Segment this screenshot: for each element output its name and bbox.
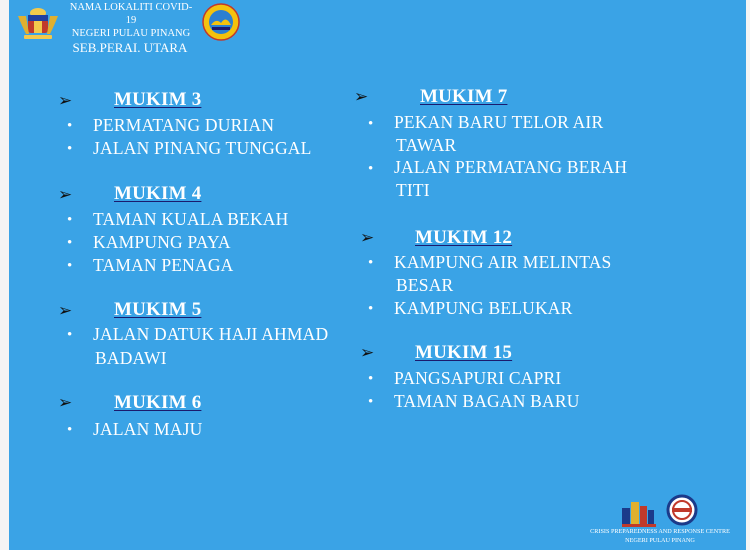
arrow-bullet-icon: ➢: [360, 343, 375, 362]
arrow-bullet-icon: ➢: [58, 91, 73, 110]
arrow-bullet-icon: ➢: [58, 185, 73, 204]
locality-item-continuation: TITI: [396, 180, 430, 200]
bullet-icon: •: [67, 118, 73, 134]
arrow-bullet-icon: ➢: [58, 301, 73, 320]
arrow-bullet-icon: ➢: [58, 393, 73, 412]
mukim-heading: MUKIM 12: [415, 227, 513, 248]
bullet-icon: •: [67, 141, 73, 157]
bullet-icon: •: [67, 258, 73, 274]
locality-item: JALAN MAJU: [93, 419, 203, 439]
locality-item: TAMAN PENAGA: [93, 255, 234, 275]
bullet-icon: •: [368, 301, 374, 317]
crisis-centre-logo-icon: [620, 494, 700, 528]
arrow-bullet-icon: ➢: [354, 87, 369, 106]
malaysia-coat-of-arms-icon: [14, 4, 62, 42]
right-border: [746, 0, 750, 550]
locality-item: PANGSAPURI CAPRI: [394, 368, 562, 388]
bullet-icon: •: [368, 161, 374, 177]
footer-state: NEGERI PULAU PINANG: [625, 537, 695, 544]
locality-item: KAMPUNG BELUKAR: [394, 298, 573, 318]
header-line-1: NAMA LOKALITI COVID-: [69, 2, 193, 13]
mukim-heading: MUKIM 5: [114, 299, 202, 320]
arrow-bullet-icon: ➢: [360, 228, 375, 247]
bullet-icon: •: [368, 394, 374, 410]
left-border: [0, 0, 9, 550]
locality-item: PEKAN BARU TELOR AIR: [394, 112, 604, 132]
locality-item-continuation: TAWAR: [396, 135, 457, 155]
penang-state-seal-icon: [202, 3, 240, 41]
mukim-heading: MUKIM 6: [114, 392, 202, 413]
locality-item: JALAN PINANG TUNGGAL: [93, 138, 312, 158]
locality-item: JALAN DATUK HAJI AHMAD: [93, 324, 329, 344]
bullet-icon: •: [67, 422, 73, 438]
header-line-2: 19: [125, 15, 137, 26]
bullet-icon: •: [368, 116, 374, 132]
mukim-heading: MUKIM 3: [114, 89, 202, 110]
bullet-icon: •: [368, 371, 374, 387]
bullet-icon: •: [368, 255, 374, 271]
locality-item: KAMPUNG PAYA: [93, 232, 231, 252]
footer-organisation: CRISIS PREPAREDNESS AND RESPONSE CENTRE: [590, 528, 730, 535]
bullet-icon: •: [67, 327, 73, 343]
bullet-icon: •: [67, 212, 73, 228]
header-line-3: NEGERI PULAU PINANG: [71, 28, 191, 39]
locality-item: PERMATANG DURIAN: [93, 115, 275, 135]
locality-item-continuation: BESAR: [396, 275, 454, 295]
locality-item: JALAN PERMATANG BERAH: [394, 157, 628, 177]
mukim-heading: MUKIM 15: [415, 342, 513, 363]
locality-item: TAMAN BAGAN BARU: [394, 391, 580, 411]
locality-item: TAMAN KUALA BEKAH: [93, 209, 289, 229]
locality-item-continuation: BADAWI: [95, 348, 167, 368]
mukim-heading: MUKIM 7: [420, 86, 508, 107]
locality-item: KAMPUNG AIR MELINTAS: [394, 252, 612, 272]
mukim-heading: MUKIM 4: [114, 183, 202, 204]
bullet-icon: •: [67, 235, 73, 251]
header-line-4: SEB.PERAI. UTARA: [72, 40, 188, 55]
